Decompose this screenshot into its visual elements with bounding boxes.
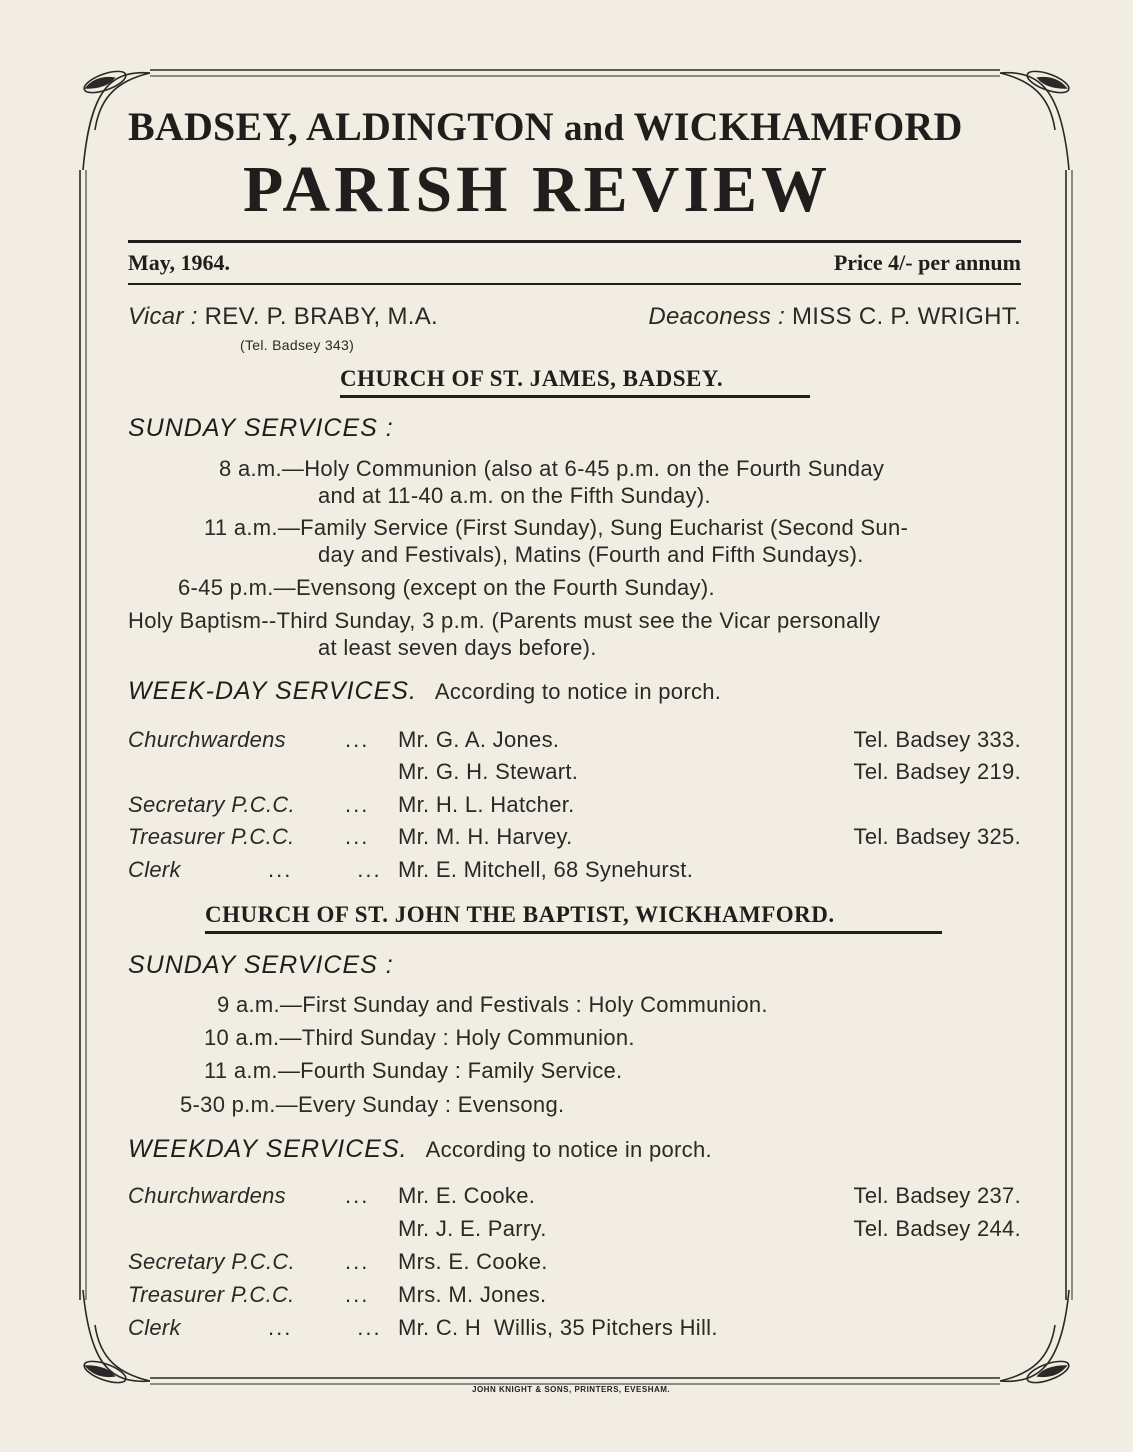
officer-leader-dots: ...: [345, 727, 370, 752]
service-desc: First Sunday and Festivals : Holy Communion.: [302, 992, 768, 1017]
officer-role: Clerk: [128, 1315, 181, 1340]
officer-tel: Tel. Badsey 219.: [853, 759, 1021, 784]
officer-leader-dots: ... ...: [268, 1315, 382, 1340]
officer-role: Churchwardens: [128, 1183, 286, 1208]
corner-ornament-top-right: [1000, 67, 1071, 170]
masthead-parishes: [128, 103, 963, 150]
officer-role: Treasurer P.C.C.: [128, 1282, 295, 1307]
wickhamford-service-3: [204, 1058, 622, 1084]
header-rule-bottom: [128, 283, 1021, 285]
badsey-baptism-cont: at least seven days before).: [318, 635, 597, 660]
vicar-name: REV. P. BRABY, M.A.: [204, 303, 439, 330]
badsey-baptism: [128, 608, 880, 634]
officer-leader-dots: ...: [345, 1282, 370, 1307]
officer-leader-dots: ...: [345, 1183, 370, 1208]
wickhamford-sunday-heading: SUNDAY SERVICES :: [128, 951, 394, 979]
badsey-service-1: [219, 456, 884, 482]
wickhamford-church-title: CHURCH OF ST. JOHN THE BAPTIST, WICKHAMFORD.: [205, 902, 835, 927]
officer-role: Secretary P.C.C.: [128, 1249, 296, 1274]
officer-name: Mr. E. Mitchell, 68 Synehurst.: [398, 857, 694, 882]
masthead-and: and: [563, 108, 625, 149]
service-time: 10 a.m.—: [204, 1025, 302, 1050]
officer-name: Mrs. E. Cooke.: [398, 1249, 548, 1274]
wickhamford-weekday-line: [128, 1135, 712, 1164]
badsey-service-2: [204, 515, 908, 541]
officer-name: Mrs. M. Jones.: [398, 1282, 547, 1307]
badsey-weekday-line: [128, 677, 721, 706]
officer-name: Mr. E. Cooke.: [398, 1183, 536, 1208]
badsey-sunday-heading: SUNDAY SERVICES :: [128, 414, 394, 442]
officer-tel: Tel. Badsey 333.: [853, 727, 1021, 752]
service-desc: Holy Communion (also at 6-45 p.m. on the Fourth Sunday: [304, 456, 885, 481]
wickhamford-service-1: [217, 992, 768, 1018]
header-rule-top: [128, 240, 1021, 243]
service-desc: Every Sunday : Evensong.: [297, 1092, 565, 1117]
officer-tel: Tel. Badsey 325.: [853, 824, 1021, 849]
wickhamford-weekday-text: According to notice in porch.: [425, 1137, 712, 1162]
badsey-service-2-cont: day and Festivals), Matins (Fourth and Fifth Sundays).: [318, 542, 864, 567]
officer-leader-dots: ...: [345, 824, 370, 849]
corner-ornament-bottom-right: [1000, 1290, 1071, 1387]
service-time: 8 a.m.—: [219, 456, 305, 481]
officer-role: Secretary P.C.C.: [128, 792, 296, 817]
deaconess-label: Deaconess :: [648, 303, 786, 330]
vicar-line: [128, 303, 438, 331]
badsey-weekday-heading: WEEK-DAY SERVICES.: [128, 677, 417, 705]
officer-tel: Tel. Badsey 244.: [853, 1216, 1021, 1241]
badsey-church-title: CHURCH OF ST. JAMES, BADSEY.: [340, 366, 724, 391]
service-time: 9 a.m.—: [217, 992, 303, 1017]
deaconess-line: [648, 303, 1021, 331]
officer-name: Mr. G. A. Jones.: [398, 727, 560, 752]
wickhamford-service-4: [180, 1092, 564, 1118]
officer-tel: Tel. Badsey 237.: [853, 1183, 1021, 1208]
officer-name: Mr. G. H. Stewart.: [398, 759, 579, 784]
officer-role: Clerk: [128, 857, 181, 882]
issue-date: May, 1964.: [128, 250, 231, 275]
vicar-telephone: (Tel. Badsey 343): [240, 337, 355, 353]
officer-name: Mr. M. H. Harvey.: [398, 824, 573, 849]
officer-leader-dots: ... ...: [268, 857, 382, 882]
wickhamford-service-2: [204, 1025, 635, 1051]
officer-name: Mr. C. H Willis, 35 Pitchers Hill.: [398, 1315, 718, 1340]
officer-role: Treasurer P.C.C.: [128, 824, 295, 849]
service-desc: Fourth Sunday : Family Service.: [300, 1058, 623, 1083]
service-desc: Evensong (except on the Fourth Sunday).: [295, 575, 715, 600]
masthead-line1: BADSEY, ALDINGTON: [128, 104, 554, 149]
service-time: 5-30 p.m.—: [180, 1092, 298, 1117]
badsey-service-3: [178, 575, 715, 601]
wickhamford-weekday-heading: WEEKDAY SERVICES.: [128, 1135, 408, 1163]
badsey-service-1-cont: and at 11-40 a.m. on the Fifth Sunday).: [318, 483, 711, 508]
wickhamford-title-underline: [205, 931, 942, 934]
service-desc: Third Sunday : Holy Communion.: [301, 1025, 635, 1050]
service-time: 11 a.m.—: [204, 1058, 301, 1083]
service-time: 11 a.m.—: [204, 515, 301, 540]
printer-imprint: JOHN KNIGHT & SONS, PRINTERS, EVESHAM.: [472, 1385, 671, 1394]
officer-role: Churchwardens: [128, 727, 286, 752]
issue-price: Price 4/- per annum: [833, 250, 1021, 275]
masthead-line1-end: WICKHAMFORD: [633, 104, 963, 149]
badsey-title-underline: [340, 395, 810, 398]
service-desc: Family Service (First Sunday), Sung Eucharist (Second Sun-: [300, 515, 909, 540]
masthead-title: PARISH REVIEW: [243, 153, 832, 226]
vicar-label: Vicar :: [128, 303, 198, 330]
officer-name: Mr. J. E. Parry.: [398, 1216, 547, 1241]
service-desc: Third Sunday, 3 p.m. (Parents must see the Vicar personally: [276, 608, 881, 633]
officer-leader-dots: ...: [345, 792, 370, 817]
officer-name: Mr. H. L. Hatcher.: [398, 792, 575, 817]
officer-leader-dots: ...: [345, 1249, 370, 1274]
deaconess-name: MISS C. P. WRIGHT.: [792, 303, 1021, 330]
service-time: Holy Baptism--: [128, 608, 277, 633]
badsey-weekday-text: According to notice in porch.: [434, 679, 722, 704]
service-time: 6-45 p.m.—: [178, 575, 296, 600]
